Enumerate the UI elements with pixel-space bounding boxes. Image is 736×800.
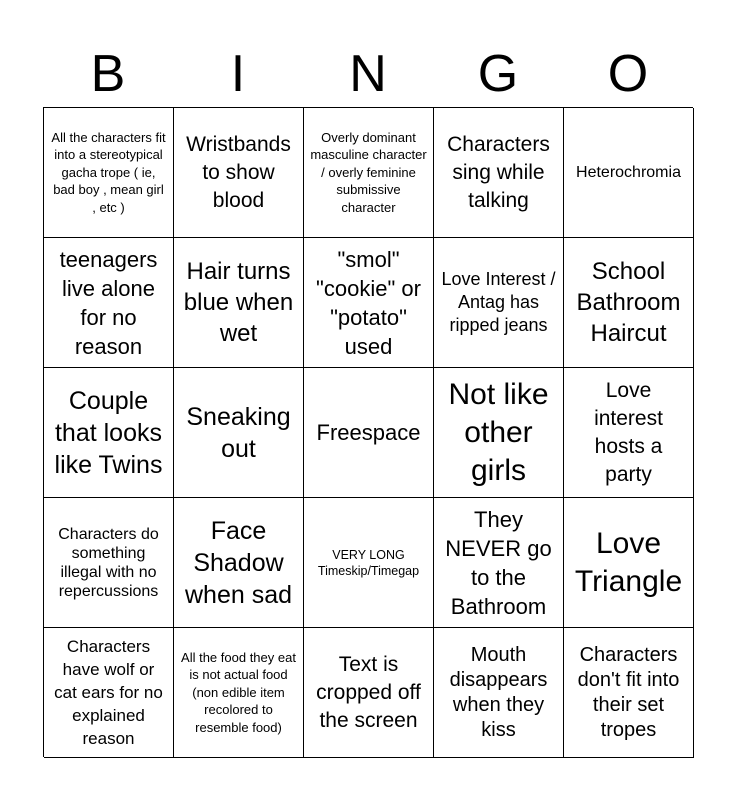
cell-text: Characters do something illegal with no repercussions <box>58 525 159 600</box>
bingo-cell[interactable] <box>564 368 694 498</box>
cell-text: Characters don't fit into their set tropes <box>577 643 680 741</box>
bingo-cell[interactable] <box>174 238 304 368</box>
cell-text: Sneaking out <box>186 402 291 463</box>
cell-text: Love Interest / Antag has ripped jeans <box>441 269 556 335</box>
bingo-cell[interactable] <box>44 498 174 628</box>
cell-text: Couple that looks like Twins <box>54 386 163 479</box>
cell-text: Mouth disappears when they kiss <box>449 643 548 741</box>
cell-text: All the food they eat is not actual food (non edible item recolored to resemble food) <box>181 649 296 735</box>
bingo-cell[interactable] <box>44 108 174 238</box>
cell-text: Text is cropped off the screen <box>316 652 421 732</box>
cell-text: Characters have wolf or cat ears for no explained reason <box>54 637 163 748</box>
bingo-cell[interactable] <box>304 238 434 368</box>
cell-text: They NEVER go to the Bathroom <box>445 506 552 619</box>
cell-text: Love interest hosts a party <box>594 378 663 486</box>
bingo-cell[interactable] <box>564 498 694 628</box>
bingo-cell[interactable] <box>304 368 434 498</box>
bingo-cell[interactable] <box>564 628 694 758</box>
header-letter-i: I <box>230 45 246 103</box>
cell-text: "smol" "cookie" or "potato" used <box>316 246 421 359</box>
cell-text: Hair turns blue when wet <box>183 258 294 347</box>
cell-text: Overly dominant masculine character / overly feminine submissive character <box>310 129 427 215</box>
bingo-cell[interactable] <box>44 628 174 758</box>
bingo-cell[interactable] <box>174 628 304 758</box>
cell-text: Not like other girls <box>448 377 549 487</box>
bingo-board <box>43 107 693 757</box>
header-letter-o: O <box>607 45 649 103</box>
header-letter-g: G <box>477 45 519 103</box>
bingo-cell[interactable] <box>564 108 694 238</box>
bingo-cell[interactable] <box>434 368 564 498</box>
bingo-cell[interactable] <box>174 108 304 238</box>
bingo-cell[interactable] <box>564 238 694 368</box>
cell-text: teenagers live alone for no reason <box>59 246 158 359</box>
bingo-cell[interactable] <box>44 238 174 368</box>
bingo-cell[interactable] <box>44 368 174 498</box>
bingo-cell[interactable] <box>434 498 564 628</box>
cell-text: School Bathroom Haircut <box>576 258 681 347</box>
bingo-cell[interactable] <box>434 238 564 368</box>
cell-text: Wristbands to show blood <box>186 132 291 212</box>
bingo-cell[interactable] <box>434 628 564 758</box>
cell-text: All the characters fit into a stereotypical gacha trope ( ie, bad boy , mean girl , etc ) <box>51 129 166 215</box>
cell-text: Face Shadow when sad <box>184 516 293 609</box>
cell-text: VERY LONG Timeskip/Timegap <box>317 547 420 578</box>
bingo-cell[interactable] <box>304 108 434 238</box>
bingo-cell[interactable] <box>304 498 434 628</box>
header-letter-n: N <box>349 45 387 103</box>
cell-text: Love Triangle <box>574 526 683 598</box>
bingo-cell[interactable] <box>174 498 304 628</box>
bingo-cell[interactable] <box>174 368 304 498</box>
bingo-cell[interactable] <box>304 628 434 758</box>
header-letter-b: B <box>90 45 126 103</box>
bingo-cell[interactable] <box>434 108 564 238</box>
cell-text: Freespace <box>316 420 421 445</box>
cell-text: Heterochromia <box>576 164 681 181</box>
bingo-header <box>43 40 693 108</box>
cell-text: Characters sing while talking <box>447 132 550 212</box>
